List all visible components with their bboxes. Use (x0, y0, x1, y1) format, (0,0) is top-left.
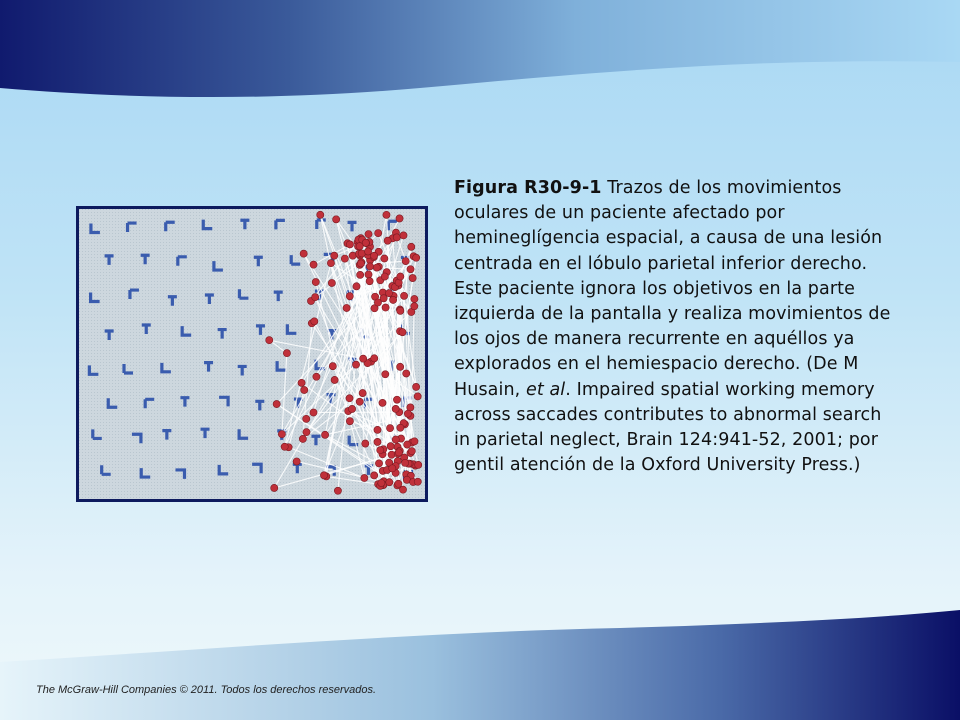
fixation-point (312, 278, 319, 285)
fixation-point (393, 234, 400, 241)
fixation-point (382, 371, 389, 378)
eye-trace-image (79, 209, 425, 499)
fixation-point (361, 474, 368, 481)
fixation-point (312, 294, 319, 301)
fixation-point (407, 266, 414, 273)
fixation-point (414, 393, 421, 400)
fixation-point (385, 290, 392, 297)
fixation-point (357, 271, 364, 278)
fixation-point (298, 379, 305, 386)
fixation-point (389, 465, 396, 472)
fixation-point (400, 292, 407, 299)
fixation-point (271, 484, 278, 491)
fixation-point (396, 215, 403, 222)
fixation-point (357, 260, 364, 267)
fixation-point (321, 431, 328, 438)
copyright-footer: The McGraw-Hill Companies © 2011. Todos los derechos reservados. (36, 684, 377, 696)
fixation-point (352, 361, 359, 368)
fixation-point (313, 373, 320, 380)
fixation-point (381, 255, 388, 262)
fixation-point (310, 409, 317, 416)
figure-label: Figura R30-9-1 (454, 178, 602, 198)
fixation-point (346, 395, 353, 402)
fixation-point (266, 337, 273, 344)
fixation-point (327, 260, 334, 267)
fixation-point (371, 252, 378, 259)
fixation-point (346, 418, 353, 425)
fixation-point (395, 449, 402, 456)
fixation-point (281, 443, 288, 450)
fixation-point (409, 274, 416, 281)
fixation-point (364, 248, 371, 255)
fixation-point (411, 295, 418, 302)
fixation-point (384, 237, 391, 244)
fixation-point (341, 255, 348, 262)
fixation-point (403, 370, 410, 377)
figure-caption (454, 176, 894, 478)
fixation-point (397, 363, 404, 370)
fixation-point (382, 304, 389, 311)
fixation-point (404, 410, 411, 417)
fixation-point (333, 216, 340, 223)
fixation-point (366, 263, 373, 270)
fixation-point (374, 438, 381, 445)
fixation-point (303, 415, 310, 422)
fixation-point (331, 252, 338, 259)
fixation-point (278, 431, 285, 438)
fixation-point (359, 389, 366, 396)
fixation-point (402, 459, 409, 466)
fixation-point (348, 405, 355, 412)
fixation-point (353, 283, 360, 290)
footer-wave-band (0, 610, 960, 720)
fixation-point (408, 243, 415, 250)
fixation-point (397, 273, 404, 280)
fixation-point (346, 293, 353, 300)
eye-movement-figure (76, 206, 428, 502)
fixation-point (300, 250, 307, 257)
fixation-point (303, 429, 310, 436)
fixation-point (386, 425, 393, 432)
fixation-point (393, 396, 400, 403)
fixation-point (374, 426, 381, 433)
fixation-point (317, 211, 324, 218)
fixation-point (386, 479, 393, 486)
fixation-point (320, 472, 327, 479)
fixation-point (375, 460, 382, 467)
fixation-point (400, 232, 407, 239)
fixation-point (371, 355, 378, 362)
fixation-point (383, 211, 390, 218)
fixation-point (395, 480, 402, 487)
fixation-point (387, 443, 394, 450)
caption-et-al: et al (525, 379, 566, 400)
fixation-point (373, 264, 380, 271)
fixation-point (408, 448, 415, 455)
fixation-point (404, 441, 411, 448)
fixation-point (413, 254, 420, 261)
fixation-point (331, 376, 338, 383)
fixation-point (415, 461, 422, 468)
fixation-point (381, 273, 388, 280)
fixation-point (301, 386, 308, 393)
fixation-point (365, 231, 372, 238)
fixation-point (273, 400, 280, 407)
fixation-point (365, 271, 372, 278)
fixation-point (371, 472, 378, 479)
fixation-point (374, 299, 381, 306)
fixation-point (392, 405, 399, 412)
fixation-point (328, 279, 335, 286)
fixation-point (414, 478, 421, 485)
fixation-point (399, 329, 406, 336)
fixation-point (343, 304, 350, 311)
fixation-point (293, 458, 300, 465)
fixation-point (334, 487, 341, 494)
fixation-point (413, 383, 420, 390)
fixation-point (311, 318, 318, 325)
fixation-point (392, 436, 399, 443)
header-wave-band (0, 0, 960, 130)
fixation-point (397, 307, 404, 314)
fixation-point (411, 303, 418, 310)
fixation-point (375, 229, 382, 236)
fixation-point (362, 440, 369, 447)
fixation-point (397, 424, 404, 431)
fixation-point (356, 398, 363, 405)
fixation-point (356, 243, 363, 250)
fixation-point (299, 435, 306, 442)
fixation-point (329, 363, 336, 370)
fixation-point (346, 241, 353, 248)
fixation-point (411, 438, 418, 445)
fixation-point (366, 278, 373, 285)
fixation-point (379, 399, 386, 406)
fixation-point (402, 257, 409, 264)
fixation-point (310, 261, 317, 268)
fixation-point (377, 447, 384, 454)
fixation-point (378, 479, 385, 486)
caption-citation: . Impaired spatial working memory across saccades contributes to abnormal search in parietal neglect, Brain 124:941-52, 2001; por gentil atención de la Oxford University Press.) (454, 379, 882, 476)
fixation-point (360, 355, 367, 362)
fixation-point (390, 296, 397, 303)
fixation-point (283, 350, 290, 357)
caption-text: Trazos de los movimientos oculares de un paciente afectado por hemineglígencia espacial, a causa de una lesión centrada en el lóbulo parietal inferior derecho. Este paciente ignora los objetivos en la parte izquierda de la pantalla y realiza movimientos de los ojos de manera recurrente en aquéllos ya explorados en el hemiespacio derecho. (De M Husain, (454, 178, 891, 400)
